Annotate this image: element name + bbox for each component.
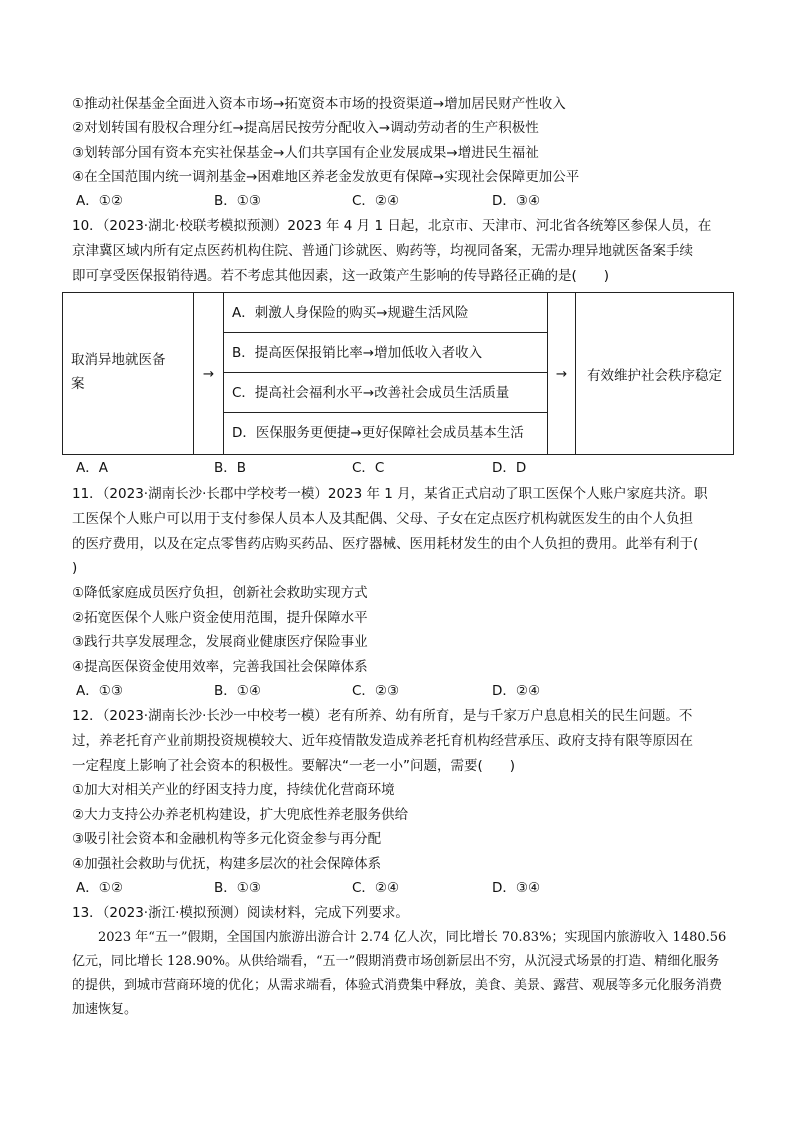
table-left-cell [63,293,194,454]
q11-choices [76,680,696,702]
table-middle-cell [224,293,548,454]
q12-choices [76,877,696,899]
choice-c: C．②④ [352,193,400,209]
q11-option-3: ③践行共享发展理念，发展商业健康医疗保险事业 [72,634,368,650]
q11-stem-line-1: 11．（2023·湖南长沙·长郡中学校考一模）2023 年 1 月，某省正式启动了职工医保个人账户家庭共济。职 [72,486,708,502]
q11-option-1: ①降低家庭成员医疗负担，创新社会救助实现方式 [72,585,368,601]
choice-d: D．D [492,460,527,476]
q10-stem-line-2: 京津冀区域内所有定点医药机构住院、普通门诊就医、购药等，均视同备案，无需办理异地就医备案手续 [72,243,693,259]
q9-option-3: ③划转部分国有资本充实社保基金→人们共享国有企业发展成果→增进民生福祉 [72,145,539,161]
q10-choices [76,457,696,479]
arrow-right-icon: → [194,293,224,454]
q9-choices [76,190,696,212]
choice-a: A．①③ [76,683,123,699]
q9-option-2: ②对划转国有股权合理分红→提高居民按劳分配收入→调动劳动者的生产积极性 [72,120,539,136]
q12-option-2: ②大力支持公办养老机构建设，扩大兜底性养老服务供给 [72,807,409,823]
table-row-b: B．提高医保报销比率→增加低收入者收入 [224,333,547,373]
table-row-c: C．提高社会福利水平→改善社会成员生活质量 [224,373,547,413]
q12-stem-line-1: 12．（2023·湖南长沙·长沙一中校考一模）老有所养、幼有所育，是与千家万户息息相关的民生问题。不 [72,708,693,724]
q11-stem-line-2: 工医保个人账户可以用于支付参保人员本人及其配偶、父母、子女在定点医疗机构就医发生的由个人负担 [72,511,693,527]
choice-a: A．①② [76,880,123,896]
q13-material-paragraph: 2023 年“五一”假期，全国国内旅游出游合计 2.74 亿人次，同比增长 70.83%；实现国内旅游收入 1480.56 亿元，同比增长 128.90%。从供给端看，“五一”假期消费市场创新层出不穷，从沉浸式场景的打造、精细化服务的提供，到城市营商环境的优化；从需求端看，体验式消费集中释放，美食、美景、露营、观展等多元化服务消费加速恢复。 [72,930,727,1017]
q13-title: 13．（2023·浙江·模拟预测）阅读材料，完成下列要求。 [72,905,409,921]
q12-stem-line-3: 一定程度上影响了社会资本的积极性。要解决“一老一小”问题，需要( ) [72,758,516,774]
choice-b: B．B [214,460,247,476]
q12-stem-line-2: 过，养老托育产业前期投资规模较大、近年疫情散发造成养老托育机构经营承压、政府支持有限等原因在 [72,733,693,749]
choice-b: B．①③ [214,880,261,896]
choice-c: C．②③ [352,683,400,699]
arrow-right-icon: → [548,293,576,454]
choice-d: D．②④ [492,683,541,699]
left-cell-line-1: 取消异地就医备 [71,352,166,368]
choice-a: A．A [76,460,108,476]
table-row-a: A．刺激人身保险的购买→规避生活风险 [224,293,547,333]
left-cell-line-2: 案 [71,376,85,392]
choice-c: C．②④ [352,880,400,896]
q12-option-1: ①加大对相关产业的纾困支持力度，持续优化营商环境 [72,782,395,798]
q10-stem-line-3: 即可享受医保报销待遇。若不考虑其他因素，这一政策产生影响的传导路径正确的是( ) [72,268,610,284]
q10-stem-line-1: 10．（2023·湖北·校联考模拟预测）2023 年 4 月 1 日起，北京市、天津市、河北省各统筹区参保人员，在 [72,218,712,234]
choice-a: A．①② [76,193,123,209]
table-row-d: D．医保服务更便捷→更好保障社会成员基本生活 [232,425,524,441]
q10-path-table [62,292,734,455]
choice-b: B．①③ [214,193,261,209]
q12-option-4: ④加强社会救助与优抚，构建多层次的社会保障体系 [72,856,382,872]
choice-d: D．③④ [492,880,541,896]
q11-stem-line-3: 的医疗费用，以及在定点零售药店购买药品、医疗器械、医用耗材发生的由个人负担的费用。此举有利于( [72,536,699,552]
choice-d: D．③④ [492,193,541,209]
q9-option-4: ④在全国范围内统一调剂基金→困难地区养老金发放更有保障→实现社会保障更加公平 [72,169,580,185]
choice-b: B．①④ [214,683,261,699]
q9-option-1: ①推动社保基金全面进入资本市场→拓宽资本市场的投资渠道→增加居民财产性收入 [72,96,566,112]
q12-option-3: ③吸引社会资本和金融机构等多元化资金参与再分配 [72,831,382,847]
choice-c: C．C [352,460,385,476]
q11-option-2: ②拓宽医保个人账户资金使用范围，提升保障水平 [72,610,368,626]
q11-option-4: ④提高医保资金使用效率，完善我国社会保障体系 [72,659,368,675]
table-right-cell: 有效维护社会秩序稳定 [587,367,722,384]
q11-stem-line-4: ) [72,560,78,576]
